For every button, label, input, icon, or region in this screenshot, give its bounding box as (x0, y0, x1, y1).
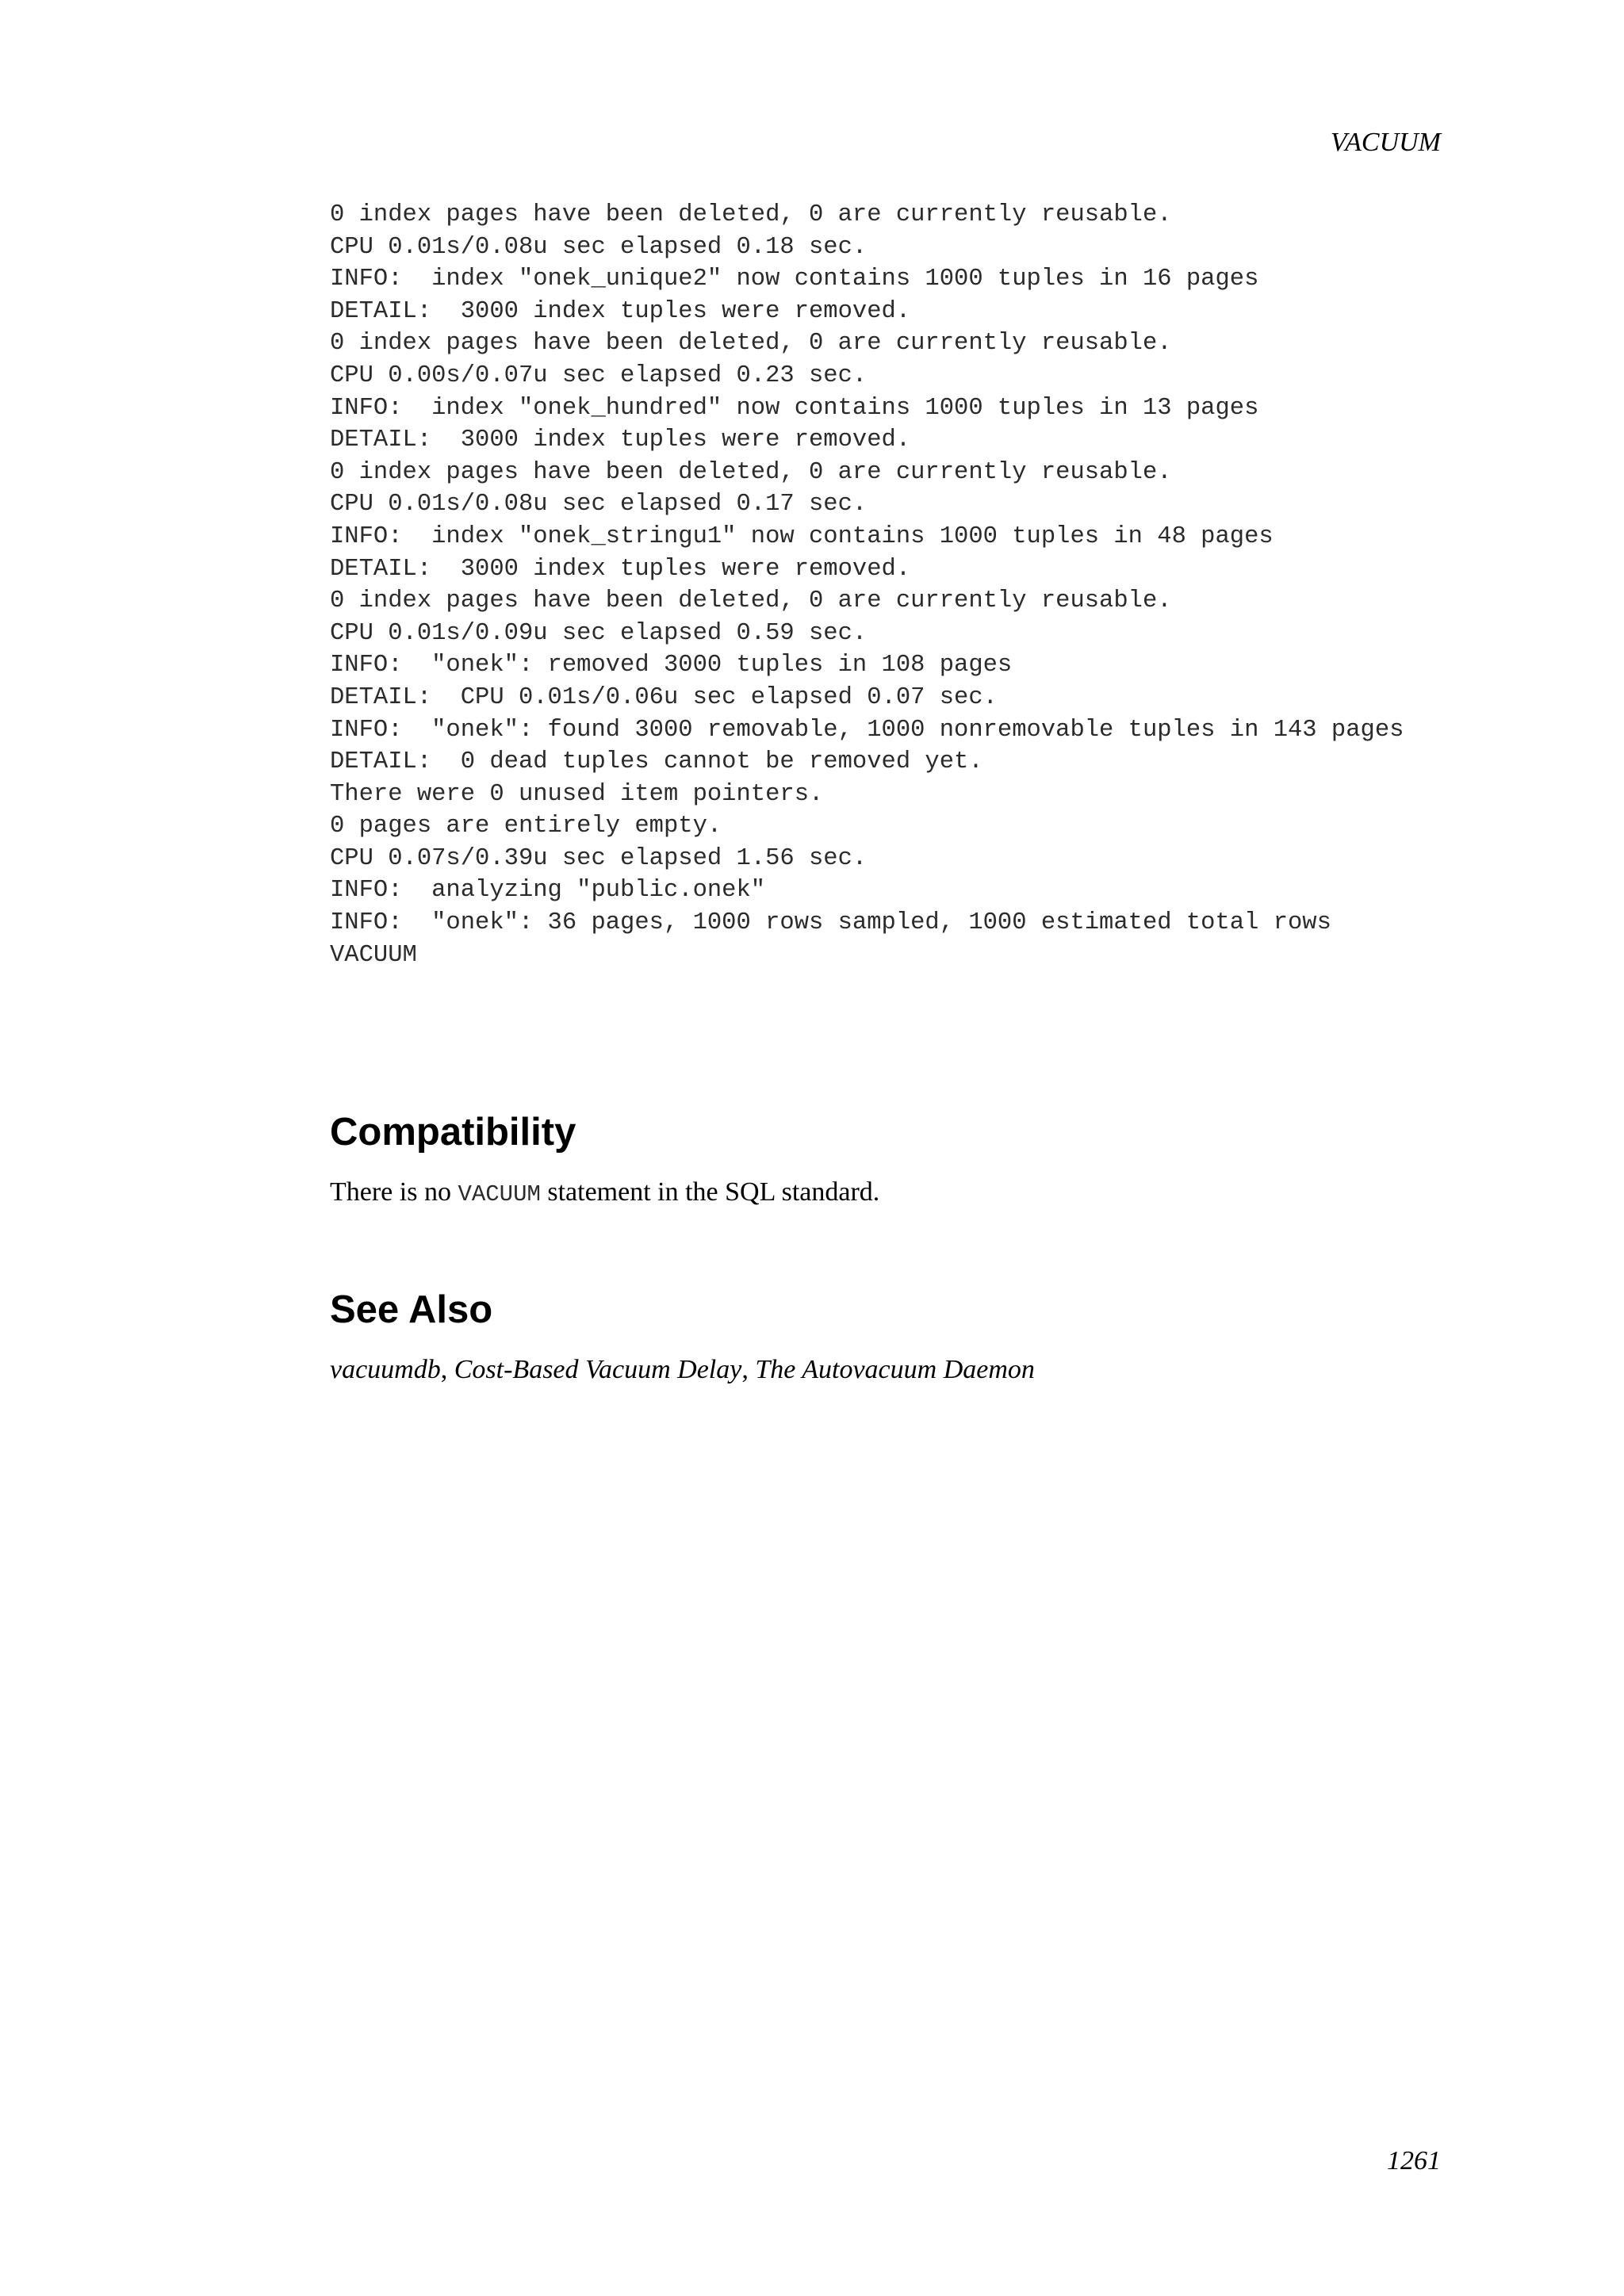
code-line: INFO: index "onek_unique2" now contains 1000 tuples in 16 pages (330, 266, 1259, 293)
code-line: DETAIL: 3000 index tuples were removed. (330, 427, 911, 454)
compatibility-text-before: There is no (330, 1177, 458, 1207)
see-also-links (330, 1353, 1035, 1387)
code-line: 0 pages are entirely empty. (330, 813, 722, 840)
code-line: INFO: "onek": found 3000 removable, 1000 nonremovable tuples in 143 pages (330, 716, 1404, 744)
link-autovacuum-daemon[interactable]: The Autovacuum Daemon (755, 1355, 1035, 1384)
code-output-block (330, 199, 1404, 971)
code-line: 0 index pages have been deleted, 0 are currently reusable. (330, 201, 1172, 228)
code-line: CPU 0.00s/0.07u sec elapsed 0.23 sec. (330, 362, 868, 389)
code-line: DETAIL: 3000 index tuples were removed. (330, 555, 911, 583)
code-line: INFO: "onek": 36 pages, 1000 rows sampled, 1000 estimated total rows (330, 909, 1331, 937)
page-number: 1261 (1387, 2146, 1441, 2175)
link-separator: , (741, 1355, 756, 1384)
code-line: DETAIL: 0 dead tuples cannot be removed yet. (330, 748, 983, 776)
compatibility-heading: Compatibility (330, 1111, 576, 1154)
running-header: VACUUM (1330, 128, 1441, 157)
link-separator: , (440, 1355, 454, 1384)
compatibility-text-after: statement in the SQL standard. (540, 1177, 880, 1207)
code-line: There were 0 unused item pointers. (330, 780, 824, 808)
code-line: INFO: index "onek_hundred" now contains 1000 tuples in 13 pages (330, 394, 1259, 422)
see-also-heading: See Also (330, 1288, 493, 1331)
code-line: CPU 0.01s/0.08u sec elapsed 0.18 sec. (330, 233, 868, 261)
compatibility-paragraph (330, 1175, 879, 1212)
code-line: INFO: analyzing "public.onek" (330, 877, 766, 905)
link-vacuumdb[interactable]: vacuumdb (330, 1355, 441, 1384)
code-line: INFO: "onek": removed 3000 tuples in 108 pages (330, 652, 1013, 679)
code-line: CPU 0.01s/0.09u sec elapsed 0.59 sec. (330, 619, 868, 647)
code-line: 0 index pages have been deleted, 0 are currently reusable. (330, 330, 1172, 358)
code-line: VACUUM (330, 941, 417, 969)
code-line: CPU 0.01s/0.08u sec elapsed 0.17 sec. (330, 491, 868, 519)
code-line: 0 index pages have been deleted, 0 are currently reusable. (330, 587, 1172, 615)
link-cost-based-vacuum-delay[interactable]: Cost-Based Vacuum Delay (454, 1355, 742, 1384)
code-line: DETAIL: CPU 0.01s/0.06u sec elapsed 0.07 sec. (330, 683, 998, 711)
code-line: 0 index pages have been deleted, 0 are currently reusable. (330, 458, 1172, 486)
code-line: DETAIL: 3000 index tuples were removed. (330, 297, 911, 325)
inline-code-vacuum: VACUUM (458, 1181, 541, 1207)
code-line: CPU 0.07s/0.39u sec elapsed 1.56 sec. (330, 844, 868, 872)
code-line: INFO: index "onek_stringu1" now contains 1000 tuples in 48 pages (330, 522, 1274, 550)
